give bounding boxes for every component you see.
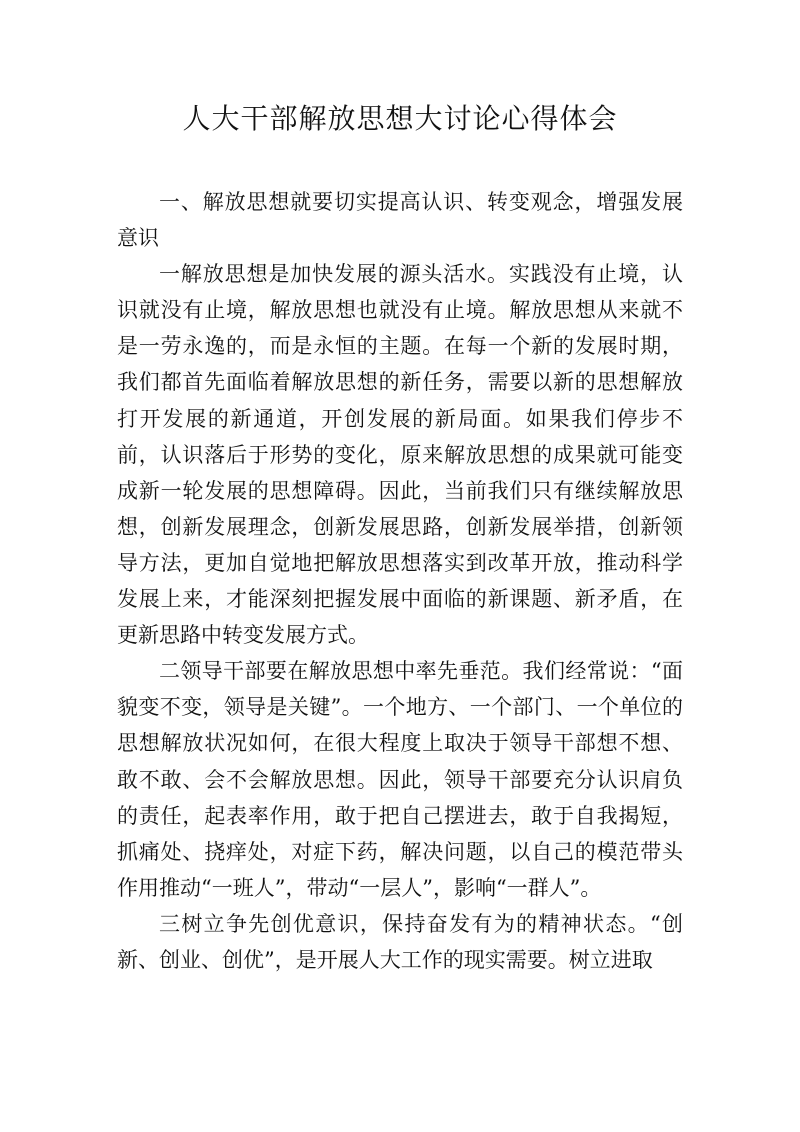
paragraph-point-one: 一解放思想是加快发展的源头活水。实践没有止境，认识就没有止境，解放思想也就没有止境。解放思想从来就不是一劳永逸的，而是永恒的主题。在每一个新的发展时期，我们都首先面临着解放思想的新任务，需要以新的思想解放打开发展的新通道，开创发展的新局面。如果我们停步不前，认识落后于形势的变化，原来解放思想的成果就可能变成新一轮发展的思想障碍。因此，当前我们只有继续解放思想，创新发展理念，创新发展思路，创新发展举措，创新领导方法，更加自觉地把解放思想落实到改革开放，推动科学发展上来，才能深刻把握发展中面临的新课题、新矛盾，在更新思路中转变发展方式。 bbox=[117, 262, 683, 648]
paragraph-point-three: 三树立争先创优意识，保持奋发有为的精神状态。“创新、创业、创优”，是开展人大工作的现实需要。树立进取 bbox=[117, 911, 683, 972]
paragraph-point-two: 二领导干部要在解放思想中率先垂范。我们经常说：“面貌变不变，领导是关键”。一个地方、一个部门、一个单位的思想解放状况如何，在很大程度上取决于领导干部想不想、敢不敢、会不会解放思想。因此，领导干部要充分认识肩负的责任，起表率作用，敢于把自己摆进去，敢于自我揭短，抓痛处、挠痒处，对症下药，解决问题，以自己的模范带头作用推动“一班人”，带动“一层人”，影响“一群人”。 bbox=[117, 659, 683, 900]
document-title: 人大干部解放思想大讨论心得体会 bbox=[182, 102, 618, 135]
document-body bbox=[117, 184, 683, 978]
paragraph-section-heading: 一、解放思想就要切实提高认识、转变观念，增强发展意识 bbox=[117, 190, 683, 251]
